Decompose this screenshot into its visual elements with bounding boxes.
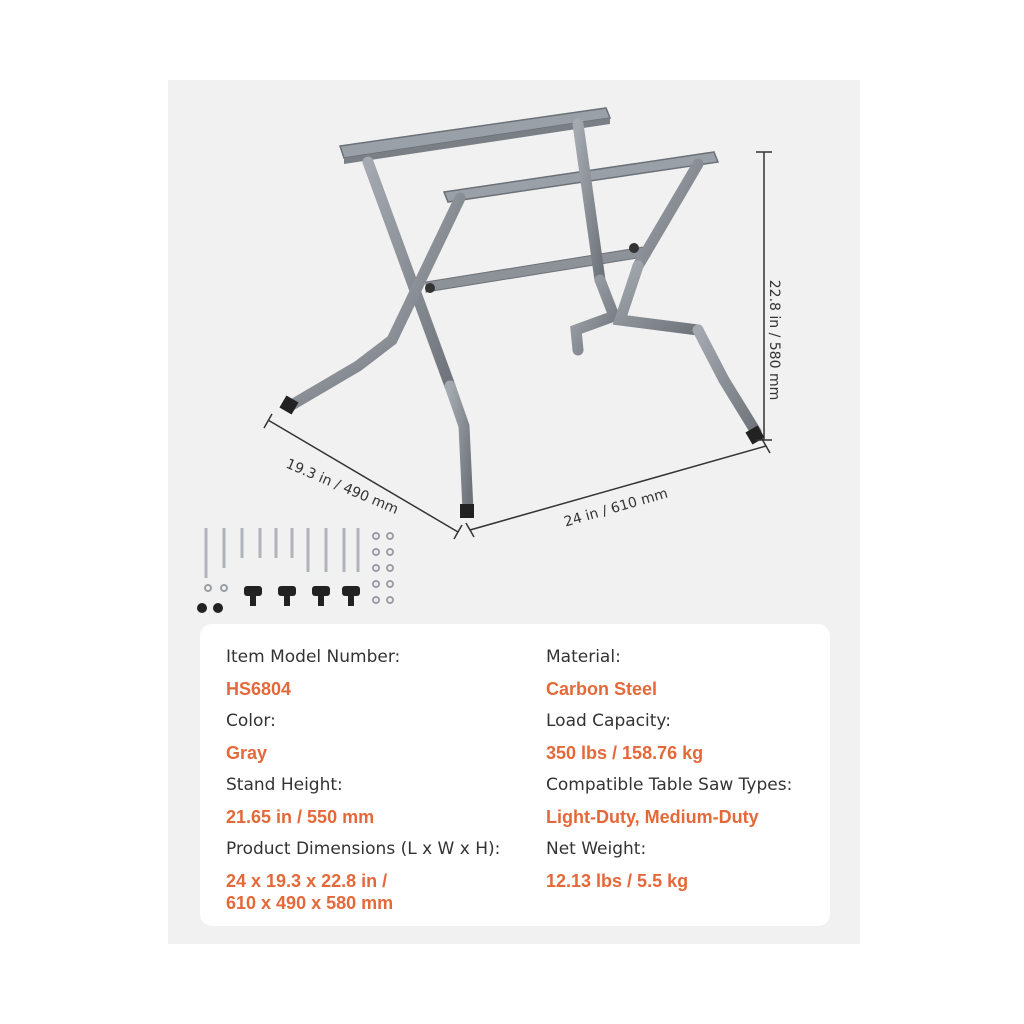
back-top-rail	[340, 108, 610, 158]
spec-value-material: Carbon Steel	[546, 679, 658, 699]
spec-label-dimensions: Product Dimensions (L x W x H):	[226, 839, 501, 859]
spec-value-dimensions: 24 x 19.3 x 22.8 in / 610 x 490 x 580 mm	[226, 871, 394, 913]
spec-label-material: Material:	[546, 647, 621, 667]
spec-label-load-capacity: Load Capacity:	[546, 711, 671, 731]
spec-label-stand-height: Stand Height:	[226, 775, 343, 795]
spec-value-load-capacity: 350 lbs / 158.76 kg	[546, 743, 704, 763]
spec-label-model: Item Model Number:	[226, 647, 401, 667]
spec-value-stand-height: 21.65 in / 550 mm	[226, 807, 375, 827]
spec-label-color: Color:	[226, 711, 276, 731]
spec-value-color: Gray	[226, 743, 268, 763]
width-dimension-label: 24 in / 610 mm	[562, 485, 670, 531]
knob	[629, 243, 639, 253]
spec-card	[200, 624, 830, 926]
spec-value-net-weight: 12.13 lbs / 5.5 kg	[546, 871, 689, 891]
spec-label-compatible-types: Compatible Table Saw Types:	[546, 775, 793, 795]
spec-column-right	[546, 646, 826, 902]
spec-label-net-weight: Net Weight:	[546, 839, 647, 859]
knob	[425, 283, 435, 293]
cross-rail	[426, 246, 650, 292]
spec-value-model: HS6804	[226, 679, 292, 699]
depth-dimension-label: 19.3 in / 490 mm	[283, 456, 401, 518]
spec-column-left	[226, 646, 526, 924]
spec-value-compatible-types: Light-Duty, Medium-Duty	[546, 807, 759, 827]
foot-cap	[460, 504, 474, 518]
height-dimension-label: 22.8 in / 580 mm	[766, 279, 782, 401]
hardware-kit	[197, 528, 393, 613]
